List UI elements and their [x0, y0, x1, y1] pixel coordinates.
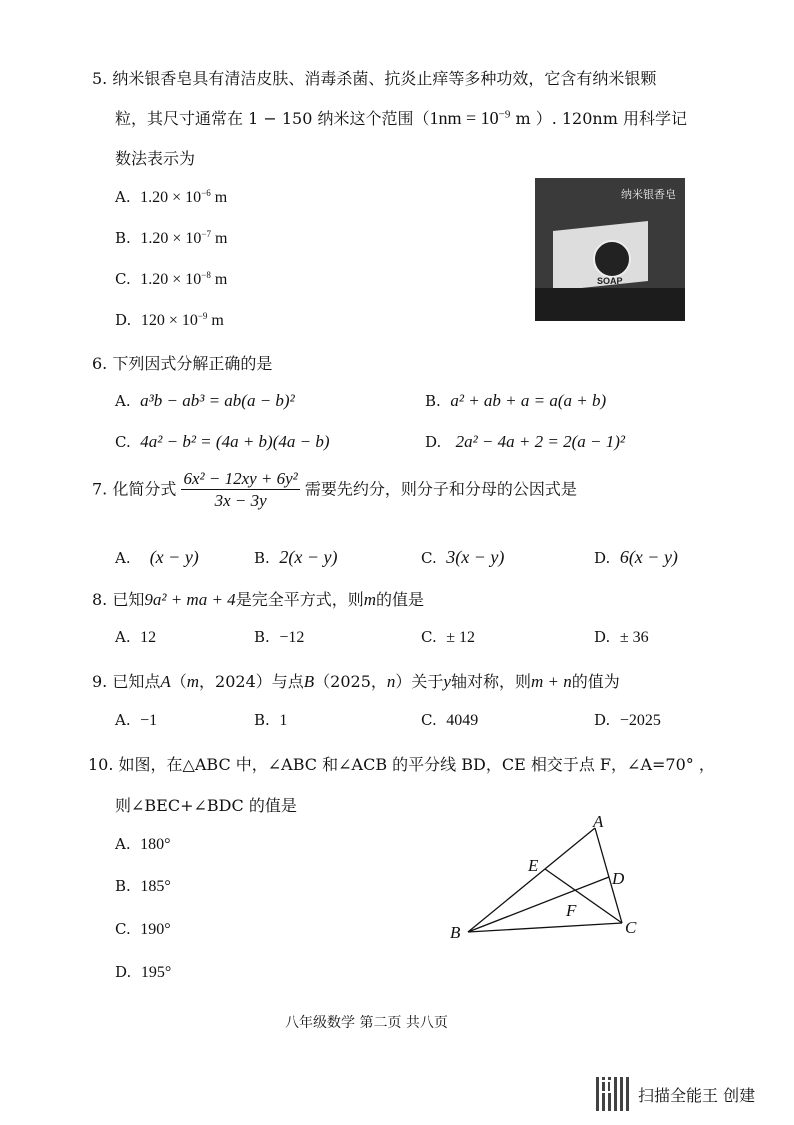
- q5-option-a[interactable]: [115, 188, 227, 207]
- expr-m-plus-n: m + n: [530, 672, 572, 691]
- q5-stem-line3: 数法表示为: [115, 149, 196, 168]
- q8-text: 8. 已知: [92, 590, 145, 609]
- q6-option-b[interactable]: [425, 391, 606, 411]
- option-expr: 4a² − b² = (4a + b)(4a − b): [140, 432, 330, 451]
- option-label: B.: [425, 392, 441, 410]
- q6-option-d[interactable]: [425, 432, 625, 452]
- option-label: D.: [425, 433, 442, 451]
- photo-caption: 纳米银香皂: [621, 188, 676, 201]
- q5-text-tail: m ）. 120nm 用科学记: [510, 109, 687, 128]
- option-expr: 2(x − y): [279, 547, 338, 567]
- option-label: D.: [115, 963, 132, 981]
- option-value: 1.20 × 10: [140, 189, 202, 206]
- fraction-denominator: 3x − 3y: [214, 491, 267, 510]
- option-label: D.: [115, 311, 132, 329]
- option-value: 195°: [140, 964, 172, 981]
- fraction-numerator: 6x² − 12xy + 6y²: [183, 469, 298, 488]
- q7-option-b[interactable]: [254, 547, 337, 568]
- q9-option-c[interactable]: [421, 711, 478, 730]
- q9-text: 9. 已知点: [92, 672, 161, 691]
- scanner-watermark: 扫描全能王 创建: [638, 1086, 756, 1105]
- option-expr: (x − y): [149, 547, 199, 567]
- option-label: A.: [115, 549, 131, 567]
- q8-stem: [92, 587, 424, 610]
- option-label: C.: [115, 270, 131, 288]
- q5-option-d[interactable]: [115, 311, 224, 330]
- q7-option-d[interactable]: [594, 547, 678, 568]
- q5-nm-def: 1nm = 10: [429, 108, 499, 128]
- option-unit: m: [207, 312, 224, 329]
- option-exp: −6: [201, 188, 211, 198]
- q9-text: （2025，: [314, 672, 387, 691]
- q9-text: 的值为: [571, 672, 620, 691]
- qr-code-icon: [596, 1077, 630, 1111]
- photo-shadow: [535, 288, 685, 321]
- q6-stem: 6. 下列因式分解正确的是: [92, 354, 273, 373]
- option-exp: −8: [201, 270, 211, 280]
- option-value: 1: [279, 712, 288, 729]
- q9-text: （: [170, 672, 187, 691]
- option-expr: 2a² − 4a + 2 = 2(a − 1)²: [455, 432, 625, 451]
- option-value: −12: [279, 629, 305, 646]
- point-a: A: [160, 672, 171, 691]
- bisector-ce: [545, 869, 622, 923]
- q7-stem: [92, 470, 577, 509]
- option-label: B.: [254, 628, 270, 646]
- soap-logo: [593, 240, 631, 278]
- bisector-bd: [468, 877, 609, 932]
- q8-text-tail: 的值是: [375, 590, 424, 609]
- option-value: 180°: [140, 836, 171, 853]
- q9-text: ）关于: [395, 672, 444, 691]
- q5-text: 粒，其尺寸通常在 1 − 150 纳米这个范围（: [115, 109, 430, 128]
- option-label: C.: [421, 549, 437, 567]
- option-value: 185°: [140, 878, 171, 895]
- q5-stem-line2: [115, 106, 687, 129]
- soap-photo: [535, 178, 685, 321]
- option-label: B.: [254, 549, 270, 567]
- q8-option-c[interactable]: [421, 628, 475, 647]
- q8-text-mid: 是完全平方式，则: [235, 590, 364, 609]
- option-value: ± 12: [446, 629, 476, 646]
- option-value: 4049: [446, 712, 479, 729]
- label-f: F: [566, 901, 577, 920]
- q9-text: ，2024）与点: [199, 672, 304, 691]
- q5-stem-line1: 5. 纳米银香皂具有清洁皮肤、消毒杀菌、抗炎止痒等多种功效，它含有纳米银颗: [92, 69, 657, 88]
- q8-option-d[interactable]: [594, 628, 649, 647]
- q5-option-b[interactable]: [115, 229, 227, 248]
- q10-option-d[interactable]: [115, 963, 171, 982]
- q9-option-d[interactable]: [594, 711, 661, 730]
- q7-option-a[interactable]: [115, 547, 199, 568]
- option-exp: −9: [197, 311, 208, 321]
- q10-option-a[interactable]: [115, 835, 171, 854]
- q5-nm-exp: −9: [498, 108, 511, 121]
- option-label: A.: [115, 392, 131, 410]
- option-value: 12: [140, 629, 157, 646]
- option-label: A.: [115, 711, 131, 729]
- page-footer: 八年级数学 第二页 共八页: [285, 1015, 448, 1031]
- option-label: A.: [115, 188, 131, 206]
- option-exp: −7: [201, 229, 211, 239]
- q9-option-b[interactable]: [254, 711, 287, 730]
- option-label: D.: [594, 549, 611, 567]
- q8-expression: 9a² + ma + 4: [144, 590, 236, 609]
- option-label: A.: [115, 835, 131, 853]
- q10-stem-line1: 10. 如图，在△ABC 中，∠ABC 和∠ACB 的平分线 BD，CE 相交于点 F，∠A=70° ，: [88, 755, 715, 774]
- option-expr: 3(x − y): [446, 547, 505, 567]
- q6-option-a[interactable]: [115, 391, 295, 411]
- q5-option-c[interactable]: [115, 270, 227, 289]
- q7-option-c[interactable]: [421, 547, 504, 568]
- point-b: B: [303, 672, 315, 691]
- label-e: E: [528, 856, 539, 875]
- option-label: A.: [115, 628, 131, 646]
- q9-text: 轴对称，则: [450, 672, 531, 691]
- var-n: n: [386, 672, 396, 691]
- option-value: 1.20 × 10: [140, 271, 202, 288]
- q8-option-b[interactable]: [254, 628, 304, 647]
- q9-stem: [92, 669, 620, 692]
- option-unit: m: [210, 271, 228, 288]
- q8-option-a[interactable]: [115, 628, 156, 647]
- q8-variable: m: [363, 590, 376, 609]
- q10-option-b[interactable]: [115, 877, 171, 896]
- q7-fraction: [181, 470, 299, 509]
- q6-option-c[interactable]: [115, 432, 330, 452]
- option-unit: m: [210, 189, 228, 206]
- option-label: C.: [421, 628, 437, 646]
- option-label: C.: [421, 711, 437, 729]
- label-c: C: [625, 918, 637, 937]
- q7-text: 7. 化简分式: [92, 479, 177, 499]
- option-label: C.: [115, 433, 131, 451]
- q10-option-c[interactable]: [115, 920, 171, 939]
- option-label: D.: [594, 711, 611, 729]
- triangle-figure: [440, 805, 660, 945]
- label-d: D: [612, 869, 625, 888]
- option-label: B.: [254, 711, 270, 729]
- option-value: 120 × 10: [140, 312, 198, 329]
- q10-stem-line2: 则∠BEC+∠BDC 的值是: [115, 796, 297, 815]
- option-value: 1.20 × 10: [140, 230, 202, 247]
- option-label: B.: [115, 229, 131, 247]
- q9-option-a[interactable]: [115, 711, 157, 730]
- label-b: B: [450, 923, 461, 942]
- option-unit: m: [210, 230, 228, 247]
- var-m: m: [186, 672, 200, 691]
- option-expr: a² + ab + a = a(a + b): [450, 391, 607, 410]
- q7-text-tail: 需要先约分，则分子和分母的公因式是: [304, 479, 577, 499]
- side-bc: [468, 923, 622, 932]
- option-value: −1: [140, 712, 158, 729]
- option-value: ± 36: [619, 629, 649, 646]
- option-expr: 6(x − y): [619, 547, 678, 567]
- option-label: D.: [594, 628, 611, 646]
- label-a: A: [593, 812, 604, 831]
- option-label: B.: [115, 877, 131, 895]
- option-value: 190°: [140, 921, 171, 938]
- option-label: C.: [115, 920, 131, 938]
- soap-label: SOAP: [597, 276, 623, 286]
- option-expr: a³b − ab³ = ab(a − b)²: [140, 391, 295, 410]
- var-y: y: [443, 672, 451, 691]
- option-value: −2025: [619, 712, 661, 729]
